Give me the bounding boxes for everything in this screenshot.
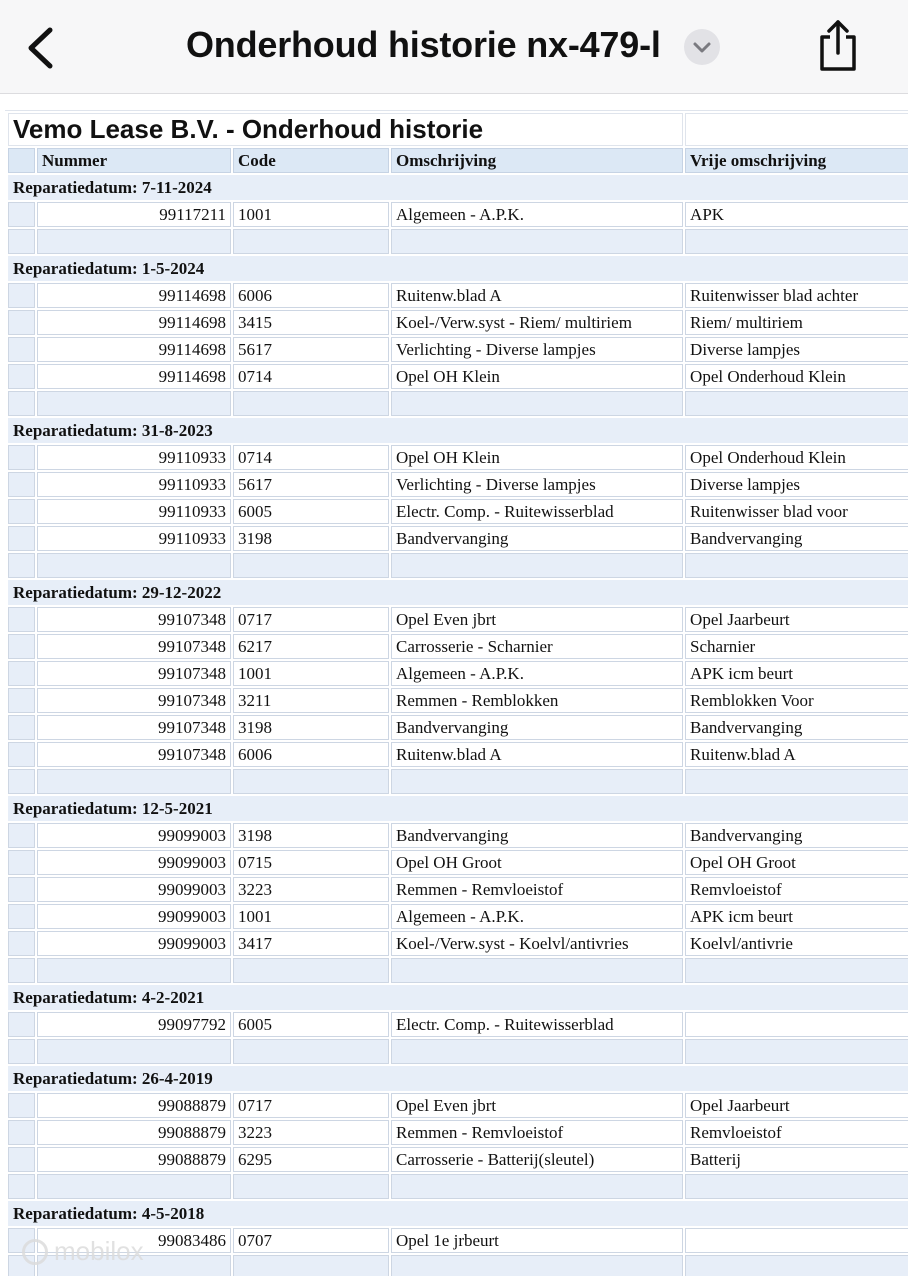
table-row (8, 904, 908, 929)
code-cell[interactable]: 6006 (233, 283, 389, 308)
date-group-row (8, 796, 908, 821)
omschrijving-cell[interactable]: Algemeen - A.P.K. (391, 661, 683, 686)
watermark-logo-icon (22, 1239, 48, 1265)
vrije-omschrijving-cell[interactable]: Bandvervanging (685, 823, 908, 848)
table-row (8, 1012, 908, 1037)
code-cell[interactable]: 1001 (233, 904, 389, 929)
table-row (8, 364, 908, 389)
omschrijving-cell[interactable]: Opel 1e jrbeurt (391, 1228, 683, 1253)
nummer-cell[interactable]: 99088879 (37, 1120, 231, 1145)
vrije-omschrijving-cell[interactable]: Ruitenwisser blad achter (685, 283, 908, 308)
nummer-cell[interactable]: 99114698 (37, 337, 231, 362)
row-header (8, 1093, 35, 1118)
cell[interactable] (685, 113, 908, 146)
code-cell[interactable]: 6005 (233, 499, 389, 524)
row-header (8, 931, 35, 956)
vrije-omschrijving-cell[interactable]: Ruitenwisser blad voor (685, 499, 908, 524)
nummer-cell[interactable]: 99097792 (37, 1012, 231, 1037)
omschrijving-cell[interactable]: Ruitenw.blad A (391, 283, 683, 308)
vrije-omschrijving-cell[interactable]: Ruitenw.blad A (685, 742, 908, 767)
vrije-omschrijving-cell[interactable]: Opel Onderhoud Klein (685, 445, 908, 470)
nummer-cell[interactable]: 99107348 (37, 607, 231, 632)
table-row (8, 715, 908, 740)
repair-date-label[interactable]: Reparatiedatum: 1-5-2024 (8, 256, 908, 281)
nummer-cell[interactable]: 99110933 (37, 499, 231, 524)
code-cell[interactable]: 1001 (233, 661, 389, 686)
vrije-omschrijving-cell[interactable]: Opel Onderhoud Klein (685, 364, 908, 389)
omschrijving-cell[interactable]: Carrosserie - Batterij(sleutel) (391, 1147, 683, 1172)
empty-cell[interactable] (685, 958, 908, 983)
empty-cell[interactable] (391, 958, 683, 983)
empty-cell[interactable] (391, 229, 683, 254)
row-header (8, 904, 35, 929)
nummer-cell[interactable]: 99107348 (37, 688, 231, 713)
empty-cell[interactable] (685, 229, 908, 254)
repair-date-label[interactable]: Reparatiedatum: 12-5-2021 (8, 796, 908, 821)
nummer-cell[interactable]: 99110933 (37, 472, 231, 497)
table-row (8, 931, 908, 956)
empty-cell[interactable] (233, 1039, 389, 1064)
nummer-cell[interactable]: 99083486 (37, 1228, 231, 1253)
omschrijving-cell[interactable]: Algemeen - A.P.K. (391, 202, 683, 227)
empty-cell[interactable] (233, 958, 389, 983)
omschrijving-cell[interactable]: Ruitenw.blad A (391, 742, 683, 767)
omschrijving-cell[interactable]: Electr. Comp. - Ruitewisserblad (391, 499, 683, 524)
row-header (8, 823, 35, 848)
title-menu-button[interactable] (684, 29, 720, 65)
omschrijving-cell[interactable]: Opel OH Klein (391, 364, 683, 389)
spacer-row (8, 553, 908, 578)
empty-cell[interactable] (685, 391, 908, 416)
vrije-omschrijving-cell[interactable]: APK (685, 202, 908, 227)
nummer-cell[interactable]: 99114698 (37, 283, 231, 308)
vrije-omschrijving-cell[interactable]: Remvloeistof (685, 1120, 908, 1145)
nummer-cell[interactable]: 99107348 (37, 715, 231, 740)
empty-cell[interactable] (37, 553, 231, 578)
chevron-down-icon (684, 29, 720, 65)
table-row (8, 499, 908, 524)
omschrijving-cell[interactable]: Electr. Comp. - Ruitewisserblad (391, 1012, 683, 1037)
empty-cell[interactable] (37, 1174, 231, 1199)
row-header (8, 1147, 35, 1172)
code-cell[interactable]: 3198 (233, 823, 389, 848)
row-header (8, 337, 35, 362)
code-cell[interactable]: 3223 (233, 1120, 389, 1145)
empty-cell[interactable] (685, 553, 908, 578)
nummer-cell[interactable]: 99088879 (37, 1147, 231, 1172)
table-row (8, 688, 908, 713)
date-group-row (8, 580, 908, 605)
date-group-row (8, 418, 908, 443)
empty-cell[interactable] (233, 769, 389, 794)
code-cell[interactable]: 0714 (233, 364, 389, 389)
omschrijving-cell[interactable]: Bandvervanging (391, 526, 683, 551)
code-cell[interactable]: 0717 (233, 607, 389, 632)
share-button[interactable] (812, 17, 864, 75)
table-row (8, 661, 908, 686)
empty-cell[interactable] (8, 391, 35, 416)
omschrijving-cell[interactable]: Remmen - Remvloeistof (391, 877, 683, 902)
empty-cell[interactable] (685, 769, 908, 794)
omschrijving-cell[interactable]: Remmen - Remvloeistof (391, 1120, 683, 1145)
omschrijving-cell[interactable]: Remmen - Remblokken (391, 688, 683, 713)
empty-cell[interactable] (37, 229, 231, 254)
vrije-omschrijving-cell[interactable]: Riem/ multiriem (685, 310, 908, 335)
page-title: Onderhoud historie nx-479-l (186, 24, 661, 65)
code-cell[interactable]: 3415 (233, 310, 389, 335)
code-cell[interactable]: 6217 (233, 634, 389, 659)
omschrijving-cell[interactable]: Bandvervanging (391, 715, 683, 740)
row-header (8, 850, 35, 875)
date-group-row (8, 1066, 908, 1091)
empty-cell[interactable] (391, 1174, 683, 1199)
chevron-left-icon (18, 22, 62, 72)
empty-cell[interactable] (37, 769, 231, 794)
spreadsheet[interactable] (5, 110, 908, 1276)
table-row (8, 877, 908, 902)
empty-cell[interactable] (233, 553, 389, 578)
empty-cell[interactable] (685, 1255, 908, 1276)
vrije-omschrijving-cell[interactable]: Opel Jaarbeurt (685, 1093, 908, 1118)
maintenance-table (6, 111, 908, 1276)
spacer-row (8, 769, 908, 794)
date-group-row (8, 256, 908, 281)
vrije-omschrijving-cell[interactable]: Bandvervanging (685, 526, 908, 551)
vrije-omschrijving-cell[interactable]: APK icm beurt (685, 661, 908, 686)
row-header (8, 472, 35, 497)
code-cell[interactable]: 0714 (233, 445, 389, 470)
vrije-omschrijving-cell[interactable]: Bandvervanging (685, 715, 908, 740)
spacer-row (8, 958, 908, 983)
vrije-omschrijving-cell[interactable] (685, 1228, 908, 1253)
date-group-row (8, 985, 908, 1010)
code-cell[interactable]: 0707 (233, 1228, 389, 1253)
vrije-omschrijving-cell[interactable]: Diverse lampjes (685, 337, 908, 362)
table-row (8, 202, 908, 227)
empty-cell[interactable] (685, 1174, 908, 1199)
empty-cell[interactable] (391, 1255, 683, 1276)
table-row (8, 742, 908, 767)
omschrijving-cell[interactable]: Opel OH Klein (391, 445, 683, 470)
code-cell[interactable]: 6006 (233, 742, 389, 767)
row-header (8, 688, 35, 713)
code-cell[interactable]: 5617 (233, 337, 389, 362)
code-cell[interactable]: 3223 (233, 877, 389, 902)
vrije-omschrijving-cell[interactable]: Opel Jaarbeurt (685, 607, 908, 632)
table-row (8, 850, 908, 875)
row-header (8, 634, 35, 659)
table-row (8, 1120, 908, 1145)
code-cell[interactable]: 6295 (233, 1147, 389, 1172)
spacer-row (8, 229, 908, 254)
share-icon (812, 17, 864, 75)
code-cell[interactable]: 6005 (233, 1012, 389, 1037)
vrije-omschrijving-cell[interactable]: Batterij (685, 1147, 908, 1172)
empty-cell[interactable] (8, 1174, 35, 1199)
row-header (8, 310, 35, 335)
row-header (8, 364, 35, 389)
column-header-code[interactable]: Code (233, 148, 389, 173)
repair-date-label[interactable]: Reparatiedatum: 31-8-2023 (8, 418, 908, 443)
table-row (8, 337, 908, 362)
nummer-cell[interactable]: 99114698 (37, 310, 231, 335)
table-row (8, 634, 908, 659)
empty-cell[interactable] (8, 229, 35, 254)
empty-cell[interactable] (8, 958, 35, 983)
repair-date-label[interactable]: Reparatiedatum: 26-4-2019 (8, 1066, 908, 1091)
column-header-nummer[interactable]: Nummer (37, 148, 231, 173)
nummer-cell[interactable]: 99114698 (37, 364, 231, 389)
nummer-cell[interactable]: 99110933 (37, 445, 231, 470)
table-row (8, 823, 908, 848)
nummer-cell[interactable]: 99099003 (37, 904, 231, 929)
repair-date-label[interactable]: Reparatiedatum: 29-12-2022 (8, 580, 908, 605)
table-row (8, 472, 908, 497)
vrije-omschrijving-cell[interactable]: Scharnier (685, 634, 908, 659)
empty-cell[interactable] (391, 553, 683, 578)
empty-cell[interactable] (8, 769, 35, 794)
spacer-row (8, 391, 908, 416)
nummer-cell[interactable]: 99107348 (37, 742, 231, 767)
watermark: mobilox (22, 1236, 144, 1267)
vrije-omschrijving-cell[interactable]: Remvloeistof (685, 877, 908, 902)
empty-cell[interactable] (685, 1039, 908, 1064)
table-row (8, 607, 908, 632)
omschrijving-cell[interactable]: Verlichting - Diverse lampjes (391, 337, 683, 362)
row-header (8, 283, 35, 308)
row-header (8, 661, 35, 686)
navigation-bar (0, 0, 908, 94)
row-header (8, 877, 35, 902)
vrije-omschrijving-cell[interactable]: Remblokken Voor (685, 688, 908, 713)
empty-cell[interactable] (233, 1255, 389, 1276)
code-cell[interactable]: 3198 (233, 715, 389, 740)
empty-cell[interactable] (233, 391, 389, 416)
empty-cell[interactable] (37, 1039, 231, 1064)
table-row (8, 445, 908, 470)
omschrijving-cell[interactable]: Algemeen - A.P.K. (391, 904, 683, 929)
omschrijving-cell[interactable]: Verlichting - Diverse lampjes (391, 472, 683, 497)
row-header (8, 499, 35, 524)
code-cell[interactable]: 5617 (233, 472, 389, 497)
nummer-cell[interactable]: 99099003 (37, 877, 231, 902)
repair-date-label[interactable]: Reparatiedatum: 4-5-2018 (8, 1201, 908, 1226)
vrije-omschrijving-cell[interactable]: Opel OH Groot (685, 850, 908, 875)
omschrijving-cell[interactable]: Carrosserie - Scharnier (391, 634, 683, 659)
code-cell[interactable]: 3211 (233, 688, 389, 713)
row-header (8, 202, 35, 227)
sheet-title: Vemo Lease B.V. - Onderhoud historie (8, 113, 683, 146)
omschrijving-cell[interactable]: Koel-/Verw.syst - Riem/ multiriem (391, 310, 683, 335)
code-cell[interactable]: 3417 (233, 931, 389, 956)
empty-cell[interactable] (8, 553, 35, 578)
row-header (8, 526, 35, 551)
nummer-cell[interactable]: 99099003 (37, 823, 231, 848)
row-header (8, 1120, 35, 1145)
row-header (8, 148, 35, 173)
omschrijving-cell[interactable]: Opel Even jbrt (391, 1093, 683, 1118)
back-button[interactable] (18, 22, 62, 72)
empty-cell[interactable] (391, 1039, 683, 1064)
table-row (8, 1147, 908, 1172)
vrije-omschrijving-cell[interactable] (685, 1012, 908, 1037)
vrije-omschrijving-cell[interactable]: APK icm beurt (685, 904, 908, 929)
vrije-omschrijving-cell[interactable]: Diverse lampjes (685, 472, 908, 497)
code-cell[interactable]: 0715 (233, 850, 389, 875)
date-group-row (8, 175, 908, 200)
repair-date-label[interactable]: Reparatiedatum: 7-11-2024 (8, 175, 908, 200)
table-row (8, 310, 908, 335)
empty-cell[interactable] (37, 391, 231, 416)
row-header (8, 715, 35, 740)
sheet-title-row (8, 113, 908, 146)
empty-cell[interactable] (391, 391, 683, 416)
column-header-omschrijving[interactable]: Omschrijving (391, 148, 683, 173)
nummer-cell[interactable]: 99088879 (37, 1093, 231, 1118)
omschrijving-cell[interactable]: Opel Even jbrt (391, 607, 683, 632)
repair-date-label[interactable]: Reparatiedatum: 4-2-2021 (8, 985, 908, 1010)
code-cell[interactable]: 3198 (233, 526, 389, 551)
code-cell[interactable]: 1001 (233, 202, 389, 227)
table-row (8, 1093, 908, 1118)
nummer-cell[interactable]: 99107348 (37, 634, 231, 659)
omschrijving-cell[interactable]: Koel-/Verw.syst - Koelvl/antivries (391, 931, 683, 956)
nummer-cell[interactable]: 99117211 (37, 202, 231, 227)
nummer-cell[interactable]: 99107348 (37, 661, 231, 686)
code-cell[interactable]: 0717 (233, 1093, 389, 1118)
date-group-row (8, 1201, 908, 1226)
table-row (8, 526, 908, 551)
spacer-row (8, 1174, 908, 1199)
spacer-row (8, 1039, 908, 1064)
omschrijving-cell[interactable]: Bandvervanging (391, 823, 683, 848)
empty-cell[interactable] (391, 769, 683, 794)
nummer-cell[interactable]: 99110933 (37, 526, 231, 551)
column-header-row (8, 148, 908, 173)
empty-cell[interactable] (233, 1174, 389, 1199)
omschrijving-cell[interactable]: Opel OH Groot (391, 850, 683, 875)
nummer-cell[interactable]: 99099003 (37, 850, 231, 875)
row-header (8, 1012, 35, 1037)
empty-cell[interactable] (8, 1039, 35, 1064)
table-row (8, 283, 908, 308)
row-header (8, 445, 35, 470)
column-header-vrije-omschrijving[interactable]: Vrije omschrijving (685, 148, 908, 173)
row-header (8, 607, 35, 632)
empty-cell[interactable] (233, 229, 389, 254)
empty-cell[interactable] (37, 958, 231, 983)
vrije-omschrijving-cell[interactable]: Koelvl/antivrie (685, 931, 908, 956)
nummer-cell[interactable]: 99099003 (37, 931, 231, 956)
row-header (8, 742, 35, 767)
